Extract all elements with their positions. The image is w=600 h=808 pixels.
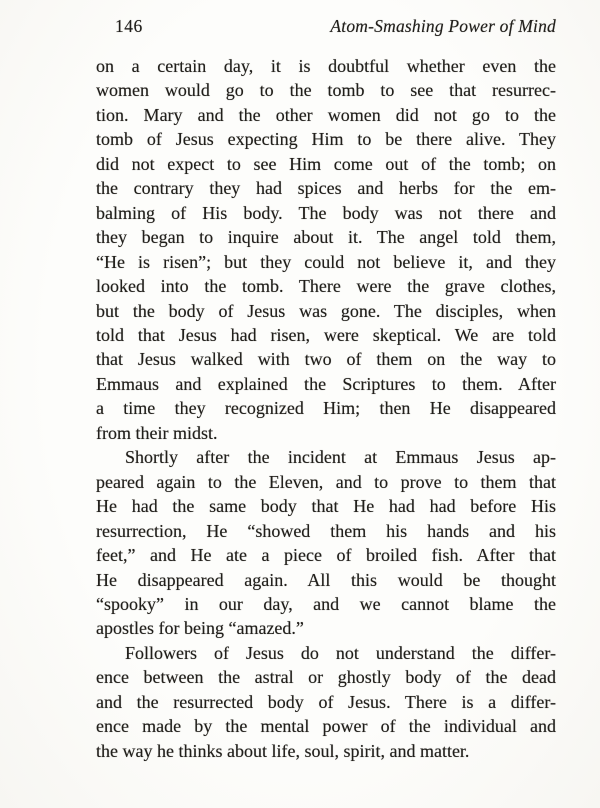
text-line: feet,” and He ate a piece of broiled fish. After that — [96, 545, 556, 566]
page-text — [96, 54, 556, 763]
text-line: the way he thinks about life, soul, spirit, and matter. — [96, 740, 470, 761]
text-line: Shortly after the incident at Emmaus Jesus ap- — [125, 447, 556, 468]
text-line: ence made by the mental power of the individual and — [96, 716, 556, 737]
running-title: Atom-Smashing Power of Mind — [330, 16, 556, 36]
text-line: “He is risen”; but they could not believe it, and they — [96, 251, 556, 272]
text-line: told that Jesus had risen, were skeptical. We are told — [96, 324, 556, 345]
text-line: but the body of Jesus was gone. The disciples, when — [96, 300, 556, 321]
text-line: “spooky” in our day, and we cannot blame the — [96, 593, 556, 614]
text-line: that Jesus walked with two of them on the way to — [96, 349, 556, 370]
text-line: balming of His body. The body was not there and — [96, 202, 556, 223]
text-line: tion. Mary and the other women did not go to the — [96, 104, 556, 125]
text-line: looked into the tomb. There were the grave clothes, — [96, 276, 556, 297]
text-line: He disappeared again. All this would be thought — [96, 569, 556, 590]
text-line: ence between the astral or ghostly body of the dead — [96, 667, 556, 688]
text-line: He had the same body that He had had before His — [96, 496, 556, 517]
text-line: women would go to the tomb to see that resurrec- — [96, 80, 556, 101]
text-line: tomb of Jesus expecting Him to be there alive. They — [96, 129, 556, 150]
text-line: they began to inquire about it. The angel told them, — [96, 227, 556, 248]
text-line: resurrection, He “showed them his hands and his — [96, 520, 556, 541]
text-line: Emmaus and explained the Scriptures to them. After — [96, 373, 556, 394]
text-line: and the resurrected body of Jesus. There is a differ- — [96, 691, 556, 712]
text-line: apostles for being “amazed.” — [96, 618, 304, 639]
text-line: peared again to the Eleven, and to prove to them that — [96, 471, 556, 492]
page-number: 146 — [115, 16, 143, 36]
text-line: a time they recognized Him; then He disappeared — [96, 398, 556, 419]
text-line: Followers of Jesus do not understand the differ- — [125, 642, 556, 663]
page-header — [96, 15, 556, 37]
text-line: on a certain day, it is doubtful whether even the — [96, 56, 556, 76]
text-line: from their midst. — [96, 422, 218, 443]
text-line: did not expect to see Him come out of the tomb; on — [96, 153, 556, 174]
text-line: the contrary they had spices and herbs for the em- — [96, 178, 556, 199]
